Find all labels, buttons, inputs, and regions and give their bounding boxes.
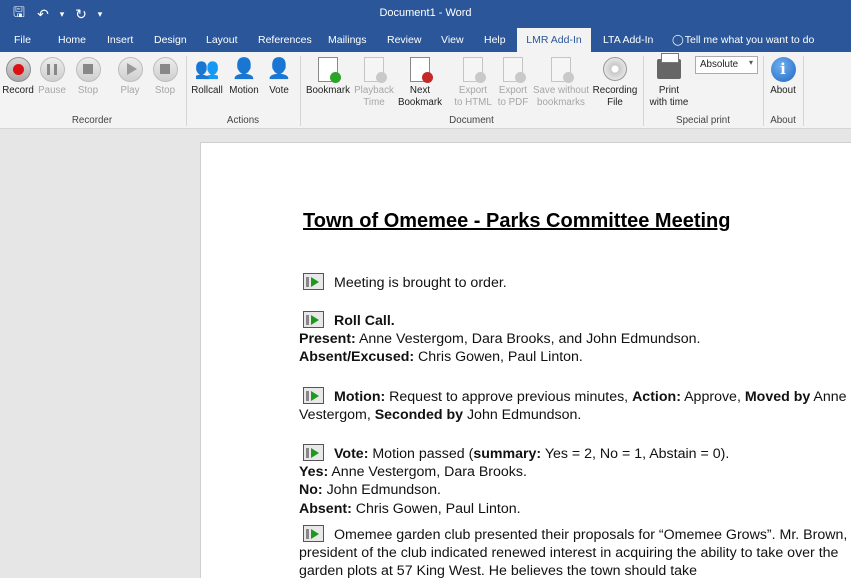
tab-mailings[interactable]: Mailings bbox=[328, 34, 367, 46]
tab-insert[interactable]: Insert bbox=[107, 34, 134, 46]
bookmark-marker-icon[interactable] bbox=[303, 273, 324, 290]
vote-label: Vote: bbox=[334, 446, 369, 462]
person-vote-icon: 👤 bbox=[266, 58, 292, 80]
next-bookmark-label-2: Bookmark bbox=[397, 97, 443, 108]
undo-icon[interactable]: ↶ bbox=[37, 5, 49, 22]
playback-time-label-2: Time bbox=[363, 97, 385, 108]
divider bbox=[803, 56, 804, 126]
next-bookmark-button[interactable] bbox=[396, 55, 444, 109]
stop-record-button[interactable] bbox=[72, 55, 104, 97]
next-bookmark-icon bbox=[410, 57, 430, 82]
group-label-special-print: Special print bbox=[676, 115, 730, 126]
printer-icon bbox=[657, 59, 681, 79]
time-mode-value: Absolute bbox=[700, 59, 739, 70]
motion-text: Request to approve previous minutes, bbox=[385, 389, 633, 405]
garden-club-text: Omemee garden club presented their proposals for “Omemee Grows”. Mr. Brown, president of the club indicated renewed interest in acquiring the ability to take over the garden plots at 57 King West. He believes the town should take bbox=[299, 527, 848, 578]
save-without-bookmarks-icon bbox=[551, 57, 571, 82]
next-bookmark-label-1: Next bbox=[409, 85, 431, 96]
bookmark-icon bbox=[318, 57, 338, 82]
absent-label: Absent: bbox=[299, 500, 352, 517]
pdf-export-icon bbox=[503, 57, 523, 82]
no-label: No: bbox=[299, 482, 323, 499]
tell-me-search[interactable] bbox=[672, 28, 814, 52]
pause-button[interactable] bbox=[36, 55, 68, 97]
vote-label: Vote bbox=[269, 85, 289, 96]
seconded-by-text: John Edmundson. bbox=[463, 407, 582, 424]
pause-icon bbox=[40, 57, 65, 82]
tab-review[interactable]: Review bbox=[387, 34, 422, 46]
record-label: Record bbox=[2, 85, 34, 96]
record-icon bbox=[6, 57, 31, 82]
group-label-actions: Actions bbox=[226, 115, 260, 126]
bookmark-label: Bookmark bbox=[305, 85, 351, 96]
chevron-down-icon[interactable]: ▾ bbox=[59, 8, 65, 19]
ribbon bbox=[0, 52, 851, 129]
seconded-by-label: Seconded by bbox=[374, 407, 464, 424]
document-page[interactable] bbox=[200, 142, 851, 578]
moved-by-text: Anne Vestergom, bbox=[299, 389, 847, 424]
motion-label: Motion bbox=[229, 85, 259, 96]
pause-label: Pause bbox=[38, 85, 66, 96]
stop-play-label: Stop bbox=[154, 85, 176, 96]
html-export-icon bbox=[463, 57, 483, 82]
tab-design[interactable]: Design bbox=[154, 34, 187, 46]
action-label: Action: bbox=[632, 389, 681, 405]
tab-home[interactable]: Home bbox=[58, 34, 87, 46]
export-pdf-button[interactable] bbox=[496, 55, 530, 109]
people-icon: 👥 bbox=[194, 58, 220, 80]
paragraph-order bbox=[299, 273, 851, 292]
bookmark-marker-icon[interactable] bbox=[303, 525, 324, 542]
export-html-label-2: to HTML bbox=[454, 97, 492, 108]
moved-by-label: Moved by bbox=[744, 389, 811, 405]
vote-text: Motion passed ( bbox=[368, 446, 474, 462]
present-text: Anne Vestergom, Dara Brooks, and John Edmundson. bbox=[355, 331, 701, 348]
paragraph-garden-club bbox=[299, 525, 851, 578]
record-button[interactable] bbox=[2, 55, 34, 97]
absent-excused-text: Chris Gowen, Paul Linton. bbox=[414, 349, 583, 366]
paragraph-vote bbox=[299, 444, 851, 518]
time-mode-dropdown[interactable] bbox=[695, 56, 758, 74]
print-label-1: Print bbox=[658, 85, 680, 96]
export-pdf-label-1: Export bbox=[498, 85, 528, 96]
tab-references[interactable]: References bbox=[258, 34, 312, 46]
motion-button[interactable] bbox=[226, 55, 262, 97]
paragraph-motion bbox=[299, 387, 851, 424]
export-html-button[interactable] bbox=[451, 55, 495, 109]
rollcall-label: Rollcall bbox=[191, 85, 223, 96]
motion-label: Motion: bbox=[334, 389, 386, 405]
export-pdf-label-2: to PDF bbox=[497, 97, 529, 108]
about-button[interactable] bbox=[766, 55, 800, 97]
absent-text: Chris Gowen, Paul Linton. bbox=[351, 500, 521, 517]
action-text: Approve, bbox=[680, 389, 745, 405]
vote-button[interactable] bbox=[264, 55, 294, 97]
customize-qat-icon[interactable]: ▾ bbox=[97, 8, 103, 19]
bookmark-marker-icon[interactable] bbox=[303, 444, 324, 461]
ribbon-tab-bar bbox=[0, 28, 851, 52]
play-icon bbox=[118, 57, 143, 82]
save-without-label-1: Save without bbox=[532, 85, 590, 96]
stop-icon bbox=[153, 57, 178, 82]
disc-icon bbox=[603, 57, 627, 81]
tab-file[interactable]: File bbox=[14, 34, 31, 46]
group-label-recorder: Recorder bbox=[71, 115, 113, 126]
recording-file-label-2: File bbox=[607, 97, 623, 108]
group-label-about: About bbox=[770, 115, 796, 126]
bookmark-marker-icon[interactable] bbox=[303, 311, 324, 328]
tab-lmr-add-in[interactable]: LMR Add-In bbox=[517, 28, 591, 52]
person-hand-icon: 👤 bbox=[231, 58, 257, 80]
tab-view[interactable]: View bbox=[441, 34, 464, 46]
order-text: Meeting is brought to order. bbox=[334, 275, 507, 291]
document-title: Document1 - Word bbox=[379, 7, 472, 19]
group-label-document: Document bbox=[449, 115, 494, 126]
bookmark-button[interactable] bbox=[304, 55, 352, 97]
document-area bbox=[0, 130, 851, 578]
document-heading: Town of Omemee - Parks Committee Meeting bbox=[303, 210, 731, 232]
recording-file-button[interactable] bbox=[590, 55, 640, 109]
play-label: Play bbox=[120, 85, 140, 96]
print-label-2: with time bbox=[649, 97, 689, 108]
rollcall-button[interactable] bbox=[189, 55, 225, 97]
bookmark-marker-icon[interactable] bbox=[303, 387, 324, 404]
tab-lta-add-in[interactable]: LTA Add-In bbox=[603, 34, 654, 46]
tell-me-text: Tell me what you want to do bbox=[684, 34, 815, 46]
stop-icon bbox=[76, 57, 101, 82]
title-bar bbox=[0, 0, 851, 28]
paragraph-rollcall bbox=[299, 311, 851, 367]
about-label: About bbox=[770, 85, 796, 96]
stop-play-button[interactable] bbox=[149, 55, 181, 97]
playback-time-label-1: Playback bbox=[354, 85, 394, 96]
summary-label: summary: bbox=[473, 446, 542, 462]
absent-excused-label: Absent/Excused: bbox=[299, 349, 415, 366]
play-button[interactable] bbox=[114, 55, 146, 97]
yes-label: Yes: bbox=[299, 464, 329, 481]
print-with-time-button[interactable] bbox=[646, 55, 692, 109]
save-without-label-2: bookmarks bbox=[537, 97, 585, 108]
no-text: John Edmundson. bbox=[322, 482, 441, 499]
save-icon[interactable]: 🖫 bbox=[13, 4, 25, 20]
tab-help[interactable]: Help bbox=[484, 34, 506, 46]
present-label: Present: bbox=[299, 331, 356, 348]
rollcall-title: Roll Call. bbox=[334, 313, 395, 329]
lightbulb-icon: ◯ bbox=[672, 34, 684, 46]
yes-text: Anne Vestergom, Dara Brooks. bbox=[328, 464, 527, 481]
clock-icon bbox=[364, 57, 384, 82]
export-html-label-1: Export bbox=[458, 85, 488, 96]
summary-text: Yes = 2, No = 1, Abstain = 0). bbox=[541, 446, 730, 462]
recording-file-label-1: Recording bbox=[592, 85, 638, 96]
playback-time-button[interactable] bbox=[352, 55, 396, 109]
tab-layout[interactable]: Layout bbox=[206, 34, 238, 46]
chevron-down-icon: ▾ bbox=[748, 58, 753, 67]
redo-icon[interactable]: ↻ bbox=[75, 5, 87, 22]
stop-record-label: Stop bbox=[77, 85, 99, 96]
info-icon: i bbox=[771, 57, 796, 82]
save-without-bookmarks-button[interactable] bbox=[531, 55, 591, 109]
